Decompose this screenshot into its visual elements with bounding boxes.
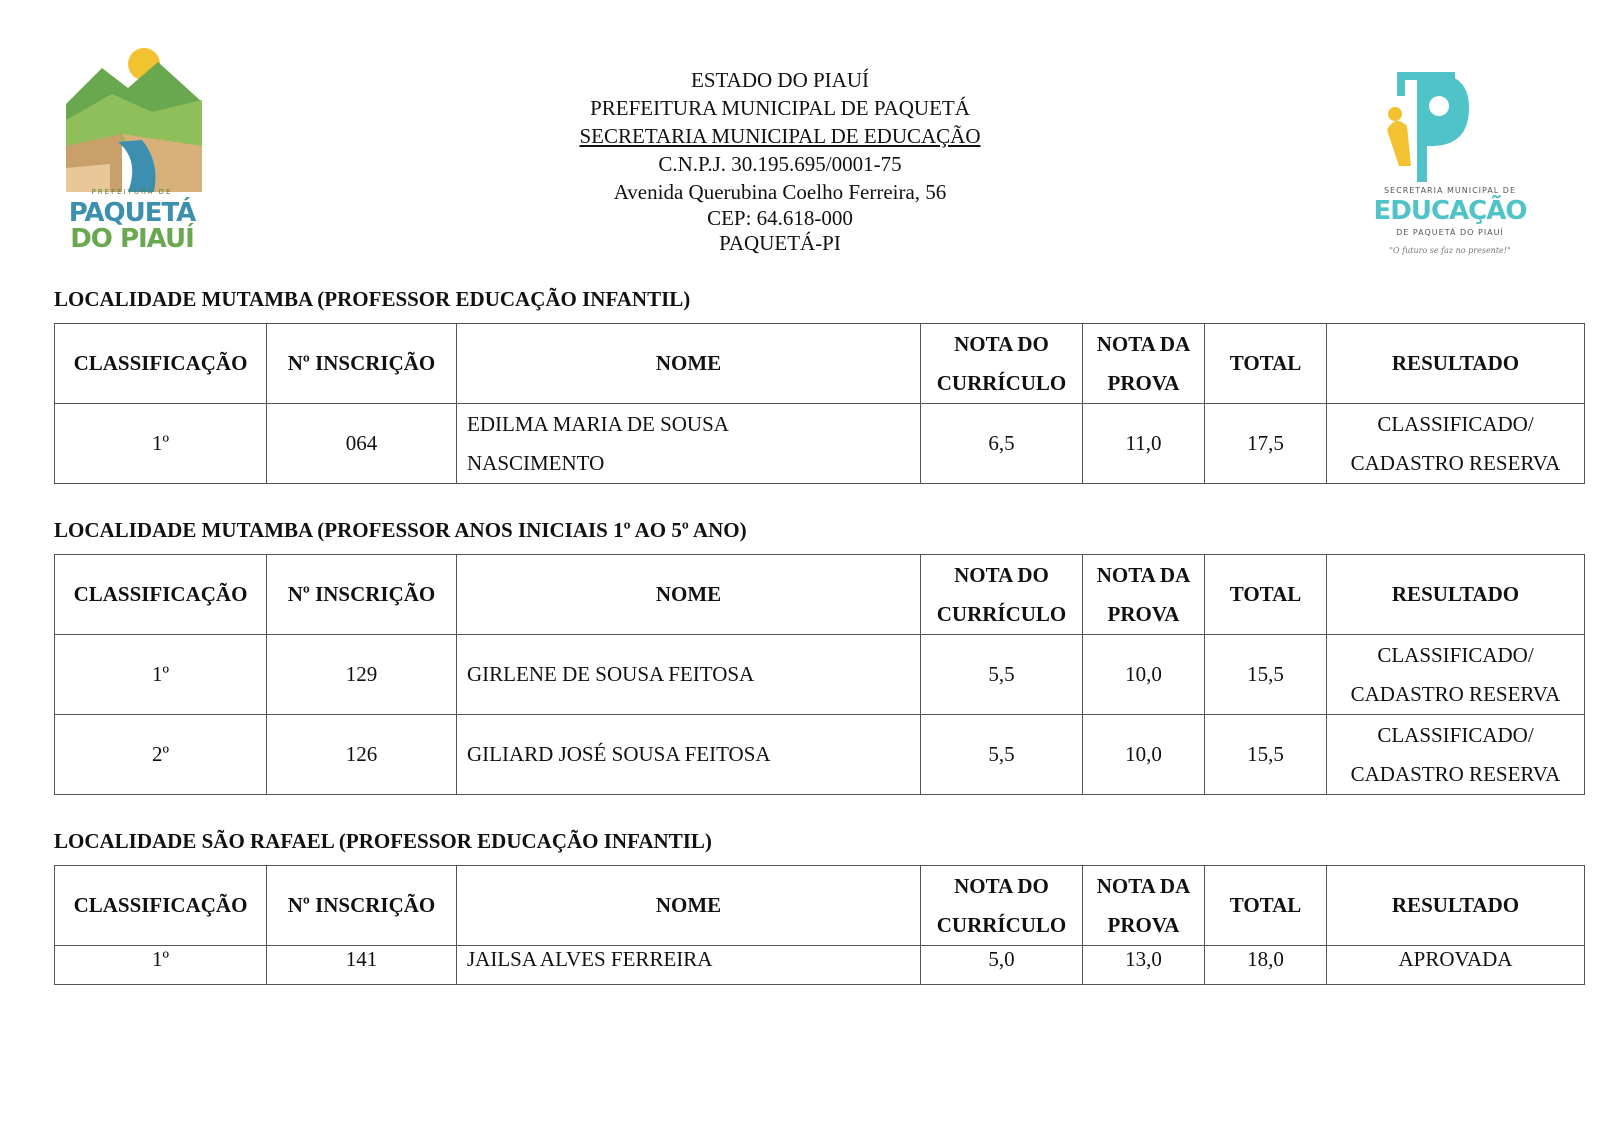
table-header-row bbox=[55, 324, 1585, 404]
col-total: TOTAL bbox=[1205, 866, 1327, 946]
cell-classificacao: 1º bbox=[55, 635, 267, 715]
prefeitura-logo bbox=[62, 42, 214, 270]
cell-nome: EDILMA MARIA DE SOUSA NASCIMENTO bbox=[457, 404, 921, 484]
table-row bbox=[55, 715, 1585, 795]
secretaria-small-text: SECRETARIA MUNICIPAL DE bbox=[1383, 186, 1517, 195]
header-cep: CEP: 64.618-000 bbox=[707, 206, 853, 230]
results-table bbox=[54, 865, 1585, 985]
cell-nota-prova: 10,0 bbox=[1083, 715, 1205, 795]
cell-inscricao: 064 bbox=[267, 404, 457, 484]
cell-nome: JAILSA ALVES FERREIRA bbox=[457, 946, 921, 985]
col-resultado: RESULTADO bbox=[1327, 866, 1585, 946]
cell-nota-prova: 13,0 bbox=[1083, 946, 1205, 985]
section-title: LOCALIDADE MUTAMBA (PROFESSOR EDUCAÇÃO INFANTIL) bbox=[54, 287, 691, 311]
cell-resultado: CLASSIFICADO/ CADASTRO RESERVA bbox=[1327, 404, 1585, 484]
cell-inscricao: 126 bbox=[267, 715, 457, 795]
section-sao-rafael-infantil bbox=[54, 825, 1585, 985]
header-cnpj: C.N.P.J. 30.195.695/0001-75 bbox=[658, 152, 902, 176]
cell-classificacao: 1º bbox=[55, 404, 267, 484]
prefeitura-name-line1: PAQUETÁ bbox=[68, 198, 196, 228]
secretaria-logo bbox=[1365, 62, 1535, 274]
cell-total: 15,5 bbox=[1205, 715, 1327, 795]
secretaria-motto: "O futuro se faz no presente!" bbox=[1389, 246, 1511, 255]
header-prefeitura: PREFEITURA MUNICIPAL DE PAQUETÁ bbox=[590, 96, 970, 120]
col-nota-prova: NOTA DA PROVA bbox=[1083, 324, 1205, 404]
section-title: LOCALIDADE SÃO RAFAEL (PROFESSOR EDUCAÇÃO INFANTIL) bbox=[54, 829, 712, 853]
cell-nome: GILIARD JOSÉ SOUSA FEITOSA bbox=[457, 715, 921, 795]
document-header bbox=[480, 66, 1080, 256]
cell-total: 17,5 bbox=[1205, 404, 1327, 484]
col-nome: NOME bbox=[457, 324, 921, 404]
col-total: TOTAL bbox=[1205, 324, 1327, 404]
table-header-row bbox=[55, 555, 1585, 635]
section-mutamba-infantil bbox=[54, 283, 1585, 484]
cell-total: 18,0 bbox=[1205, 946, 1327, 985]
col-classificacao: CLASSIFICAÇÃO bbox=[55, 324, 267, 404]
col-nota-curriculo: NOTA DO CURRÍCULO bbox=[921, 324, 1083, 404]
cell-nota-curriculo: 6,5 bbox=[921, 404, 1083, 484]
col-nome: NOME bbox=[457, 555, 921, 635]
col-nome: NOME bbox=[457, 866, 921, 946]
col-nota-prova: NOTA DA PROVA bbox=[1083, 555, 1205, 635]
table-row bbox=[55, 404, 1585, 484]
col-resultado: RESULTADO bbox=[1327, 324, 1585, 404]
col-nota-prova: NOTA DA PROVA bbox=[1083, 866, 1205, 946]
cell-nota-prova: 10,0 bbox=[1083, 635, 1205, 715]
section-title: LOCALIDADE MUTAMBA (PROFESSOR ANOS INICIAIS 1º AO 5º ANO) bbox=[54, 518, 747, 542]
header-state: ESTADO DO PIAUÍ bbox=[691, 68, 869, 92]
results-table bbox=[54, 323, 1585, 484]
col-nota-curriculo: NOTA DO CURRÍCULO bbox=[921, 555, 1083, 635]
header-address: Avenida Querubina Coelho Ferreira, 56 bbox=[613, 180, 947, 204]
cell-classificacao: 1º bbox=[55, 946, 267, 985]
cell-resultado: APROVADA bbox=[1327, 946, 1585, 985]
section-mutamba-anos-iniciais bbox=[54, 514, 1585, 795]
secretaria-big-text: EDUCAÇÃO bbox=[1373, 196, 1527, 226]
cell-resultado: CLASSIFICADO/ CADASTRO RESERVA bbox=[1327, 635, 1585, 715]
cell-nota-prova: 11,0 bbox=[1083, 404, 1205, 484]
header-secretaria: SECRETARIA MUNICIPAL DE EDUCAÇÃO bbox=[579, 124, 981, 148]
secretaria-emblem-icon bbox=[1365, 62, 1535, 186]
col-total: TOTAL bbox=[1205, 555, 1327, 635]
cell-inscricao: 141 bbox=[267, 946, 457, 985]
table-row bbox=[55, 635, 1585, 715]
cell-classificacao: 2º bbox=[55, 715, 267, 795]
prefeitura-small-text: PREFEITURA DE bbox=[91, 188, 173, 196]
col-inscricao: Nº INSCRIÇÃO bbox=[267, 555, 457, 635]
cell-nota-curriculo: 5,0 bbox=[921, 946, 1083, 985]
cell-total: 15,5 bbox=[1205, 635, 1327, 715]
results-table bbox=[54, 554, 1585, 795]
col-resultado: RESULTADO bbox=[1327, 555, 1585, 635]
cell-nota-curriculo: 5,5 bbox=[921, 715, 1083, 795]
col-inscricao: Nº INSCRIÇÃO bbox=[267, 324, 457, 404]
secretaria-sub-text: DE PAQUETÁ DO PIAUÍ bbox=[1396, 228, 1504, 237]
cell-resultado: CLASSIFICADO/ CADASTRO RESERVA bbox=[1327, 715, 1585, 795]
header-city: PAQUETÁ-PI bbox=[719, 231, 841, 255]
cell-nome: GIRLENE DE SOUSA FEITOSA bbox=[457, 635, 921, 715]
col-nota-curriculo: NOTA DO CURRÍCULO bbox=[921, 866, 1083, 946]
table-header-row bbox=[55, 866, 1585, 946]
cell-inscricao: 129 bbox=[267, 635, 457, 715]
col-classificacao: CLASSIFICAÇÃO bbox=[55, 866, 267, 946]
prefeitura-name-line2: DO PIAUÍ bbox=[70, 224, 194, 254]
table-row bbox=[55, 946, 1585, 985]
col-inscricao: Nº INSCRIÇÃO bbox=[267, 866, 457, 946]
cell-nota-curriculo: 5,5 bbox=[921, 635, 1083, 715]
col-classificacao: CLASSIFICAÇÃO bbox=[55, 555, 267, 635]
